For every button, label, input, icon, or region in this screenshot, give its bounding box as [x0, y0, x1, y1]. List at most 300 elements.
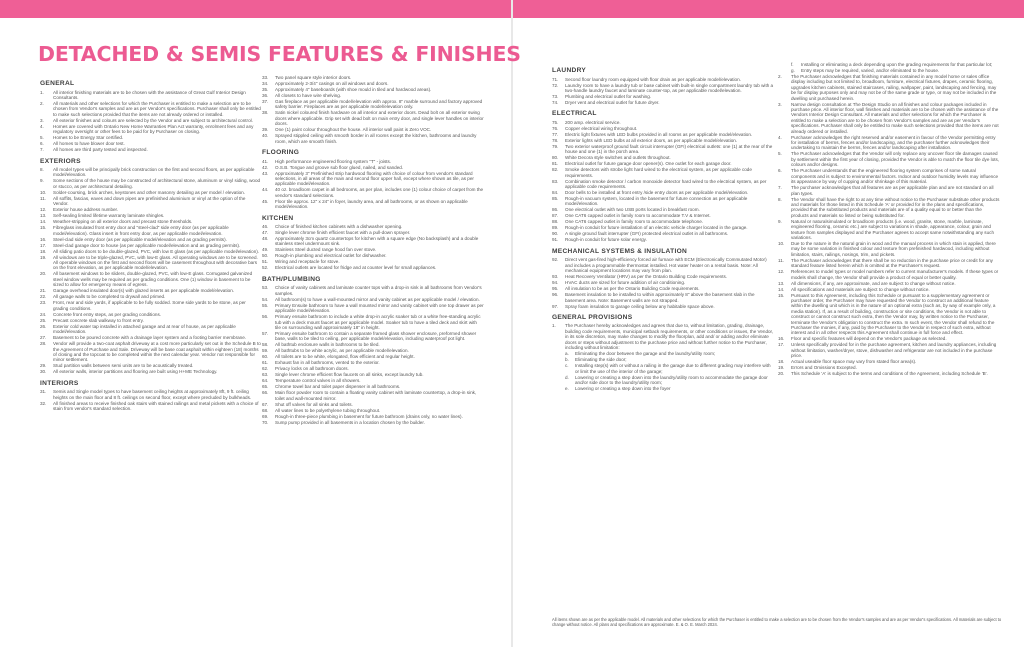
- item-text: This Schedule 'A' is subject to the terms and conditions of the Agreement, including Schedule 'B'.: [791, 371, 988, 377]
- item-text: Wiring and receptacle for stove.: [275, 259, 340, 265]
- item-number: 67.: [262, 401, 269, 407]
- list-item: [40, 294, 262, 299]
- item-number: 25.: [40, 317, 47, 323]
- list-item: [552, 225, 774, 230]
- item-number: 51.: [262, 259, 269, 265]
- item-text: Dryer vent and electrical outlet for future dryer.: [565, 99, 660, 105]
- list-item: [552, 167, 774, 178]
- list-item: [40, 135, 262, 140]
- list-item: [552, 179, 774, 190]
- item-text: Approximately 2-3/4" casings on all windows and doors.: [275, 81, 389, 86]
- item-number: g.: [791, 68, 795, 73]
- item-number: 4.: [778, 134, 782, 140]
- sub-list-item: [565, 357, 774, 362]
- item-number: 2.: [778, 74, 782, 79]
- item-number: 36.: [262, 93, 269, 98]
- section-heading: MECHANICAL SYSTEMS & INSULATION: [552, 247, 688, 255]
- item-text: All exterior finishes and colours are selected by the Vendor and are subject to architectural control.: [53, 117, 253, 123]
- item-number: 79.: [552, 143, 559, 149]
- list-item: [552, 83, 774, 94]
- item-number: 97.: [552, 303, 559, 309]
- item-text: Sump pump provided in all basements in a location chosen by the builder.: [275, 419, 425, 425]
- item-number: 47.: [262, 230, 269, 236]
- item-text: Plumbing and electrical outlet for washing.: [565, 93, 652, 99]
- item-number: 82.: [552, 167, 559, 173]
- item-number: 94.: [552, 280, 559, 286]
- item-text: Two exterior waterproof ground fault circuit interrupter (GFI) electrical outlets: one (1) at the rear of the house and one (1) in the porch area.: [565, 143, 773, 155]
- item-number: 53.: [262, 285, 269, 291]
- item-text: Combination smoke detector / carbon monoxide detector hard wired to the electrical system, as per applicable code requirements.: [565, 178, 767, 190]
- item-number: 83.: [552, 178, 559, 184]
- list-item: [40, 207, 262, 212]
- sub-list-item: [565, 351, 774, 356]
- item-number: 11.: [40, 195, 47, 201]
- item-text: Self-sealing limited lifetime warranty laminate shingles.: [53, 213, 165, 219]
- section-heading: BATH/PLUMBING: [262, 275, 321, 283]
- item-number: 77.: [552, 131, 559, 137]
- sub-list-item: [791, 68, 1000, 73]
- list-item: [778, 359, 1000, 364]
- item-number: 70.: [262, 419, 269, 425]
- list-item: [552, 161, 774, 166]
- list-item: [778, 371, 1000, 376]
- list-item: [552, 292, 774, 303]
- item-number: 57.: [262, 331, 269, 336]
- item-number: 15.: [778, 292, 785, 298]
- item-text: Precast concrete slab walkway to front entry.: [53, 317, 144, 323]
- item-text: One CAT6 capped outlet in family room to accommodate telephone.: [565, 219, 704, 225]
- item-text: All homes to have blower door test.: [53, 141, 125, 147]
- item-text: The purchaser acknowledges that all features are as per applicable plan and are not standard on all plan types.: [791, 185, 994, 196]
- item-text: The Purchaser acknowledges that there shall be no reduction in the purchase price or credit for any standard feature listed herein which is omitted at the Purchaser's request.: [791, 257, 993, 269]
- item-number: 66.: [262, 390, 269, 396]
- item-text: Choice of finished kitchen cabinets with a dishwasher opening.: [275, 224, 403, 230]
- item-number: 61.: [262, 360, 269, 366]
- item-number: 89.: [552, 225, 559, 231]
- item-number: 63.: [262, 372, 269, 378]
- list-item: [262, 253, 484, 258]
- item-letter: a.: [565, 351, 569, 357]
- item-number: 13.: [778, 280, 785, 286]
- list-item: [552, 120, 774, 125]
- sub-list-item: [565, 375, 774, 386]
- item-text: All specifications and materials are subject to change without notice.: [791, 286, 930, 292]
- list-item: [262, 230, 484, 235]
- item-number: 38.: [262, 110, 269, 116]
- list-item: [552, 237, 774, 242]
- item-number: 76.: [552, 125, 559, 131]
- item-text: Two panel square style interior doors.: [275, 75, 352, 80]
- list-item: [552, 132, 774, 137]
- item-text: Lowering or creating a step down into the laundry/utility room to accommodate the garage door and/or side door to the laundry/utility room;: [575, 374, 768, 385]
- list-item: [552, 257, 774, 273]
- item-text: Due to the nature in the natural grain in wood and the manual process in which stain is applied, there may be some variation in finished colour and texture from prefinished hardwood, including without limitation, stairs, railings, nosings, trim, and pickets.: [791, 240, 996, 257]
- item-text: Natural or naturalsimulated or broadloom products (i.e. wood, granite, stone, marble, laminate, engineered flooring, ceramic etc.) are subject to variations in shade, appearance, colour, grain and texture from samples displayed and the Purchaser agrees to accept same notwithstanding any such variations.: [791, 218, 995, 240]
- item-text: All basement windows to be sliders, double-glazed, PVC, with low-E glass. Corrugated galvanized steel window wells may be required as per grading conditions. One (1) window in basement to be sized to allow for emergency means of egress.: [53, 271, 253, 288]
- list-item: [40, 101, 262, 117]
- item-text: Installing step(s) with or without a railing in the garage due to different grading may interfere with or limit the use of the interior of the garage;: [575, 363, 771, 374]
- item-number: 10.: [778, 240, 785, 246]
- list-item: [552, 219, 774, 224]
- item-number: 3.: [40, 117, 44, 123]
- list-item: [262, 165, 484, 170]
- item-number: 90.: [552, 231, 559, 237]
- list-item: [552, 304, 774, 309]
- item-text: The Purchaser understands that the engineered flooring system comprises of some natural components and is subject to environmental factors. Indoor and outdoor humidity levels may influence its appearance by way of cupping and/or shrinkage of this material.: [791, 168, 999, 185]
- item-letter: d.: [565, 374, 569, 380]
- list-item: [552, 100, 774, 105]
- item-text: Exterior lights with LED bulbs at all exterior doors, as per applicable model/elevation.: [565, 137, 738, 143]
- item-number: 9.: [778, 218, 782, 224]
- section-heading: KITCHEN: [262, 214, 294, 222]
- item-text: Smoke detectors with strobe light hard wired to the electrical system, as per applicable code requirements.: [565, 167, 752, 178]
- item-text: All closets to have wire shelving.: [275, 93, 342, 98]
- list-item: [778, 151, 1000, 167]
- item-number: 91.: [552, 237, 559, 243]
- list-item: [40, 225, 262, 236]
- list-item: [262, 285, 484, 296]
- item-text: All water lines to be polyethylene tubing throughout.: [275, 407, 381, 413]
- item-text: All interior finishing materials are to be chosen with the assistance of Great Gulf Interior Design Consultants.: [53, 89, 246, 100]
- item-number: 8.: [40, 167, 44, 173]
- item-text: Heat Recovery Ventilator (HRV) as per the Ontario Building Code requirements.: [565, 274, 728, 280]
- list-item: [262, 408, 484, 413]
- item-text: Satin nickel coloured finish hardware on all interior and exterior doors. Dead bolt on all exterior swing doors where applicable. Grip set with dead bolt on main entry door, and single lever handles on interior doors.: [275, 110, 484, 127]
- item-text: Stud partition walls between semi units are to be acoustically treated.: [53, 363, 194, 369]
- list-item: [40, 124, 262, 135]
- section-heading: LAUNDRY: [552, 67, 587, 74]
- item-text: Rough-in plumbing and electrical outlet for dishwasher.: [275, 253, 387, 259]
- item-text: Approximately 3" Prefinished strip hardwood flooring with choice of colour from vendor's standard selections, in all areas of the main and second floor upper hall, except where shown as tile, as per applicable model/elevation.: [275, 170, 474, 187]
- item-number: 95.: [552, 286, 559, 292]
- item-text: All bathtub enclosure walls in bathrooms to be tiled.: [275, 342, 380, 348]
- section: [552, 314, 774, 391]
- item-number: 7.: [778, 185, 782, 191]
- list-item: [552, 213, 774, 218]
- list-item: [40, 369, 262, 374]
- list-item: [262, 187, 484, 198]
- item-number: 17.: [778, 342, 785, 348]
- list-item: [778, 241, 1000, 257]
- list-item: [40, 213, 262, 218]
- section: [262, 149, 484, 210]
- item-number: 65.: [262, 384, 269, 390]
- list-item: [262, 75, 484, 80]
- item-text: References to model types or model numbers refer to current manufacturer's models. If these types or models shall change, the Vendor shall provide a product of equal or better quality.: [791, 269, 999, 280]
- item-text: All windows are to be triple-glazed, PVC, with low-E glass. All operating windows are to be screened. All operable windows on the first and second floors will be casement throughout with decorative bars on the front elevation, as per applicable model/elevation.: [53, 254, 258, 271]
- item-text: Installing or eliminating a deck depending upon the grading requirements for that particular lot;: [801, 62, 993, 67]
- item-number: 20.: [40, 271, 47, 277]
- list-item: [262, 87, 484, 92]
- list-item: [552, 280, 774, 285]
- item-number: 42.: [262, 164, 269, 170]
- item-text: Lowering or creating a step down into the foyer: [575, 385, 671, 391]
- list-item: [262, 378, 484, 383]
- item-number: 41.: [262, 158, 269, 164]
- item-text: Main floor powder room to contain a floating vanity cabinet with laminate countertop, a drop-in sink, toilet and wall-mounted mirror.: [275, 390, 477, 401]
- list-item: [262, 402, 484, 407]
- item-text: Basement insulation to be installed to within approximately 8" above the basement slab in the basement area. Note: Basement walls are not strapped.: [565, 292, 755, 303]
- item-text: Primary ensuite bathroom to contain a separate framed glass shower enclosure, preformed shower base, walls to be tiled to ceiling, per applicable model/elevation, including waterproof pot light.: [275, 331, 477, 342]
- item-text: Eliminating the door between the garage and the laundry/utility room;: [575, 351, 716, 357]
- item-text: All garage walls to be completed to drywall and primed.: [53, 294, 166, 300]
- list-item: [552, 231, 774, 236]
- list-item: [40, 335, 262, 340]
- list-item: [778, 135, 1000, 151]
- list-item: [40, 237, 262, 242]
- item-text: HVAC ducts are sized for future addition of air conditioning.: [565, 280, 686, 286]
- item-number: 37.: [262, 99, 269, 104]
- item-number: f.: [791, 62, 794, 67]
- item-text: Chrome towel bar and toilet paper dispenser in all bathrooms.: [275, 384, 401, 390]
- item-text: Unless specifically provided for in the purchase agreement, kitchen and laundry appliances, including without limitation, washer/dryer, stove, dishwasher and refrigerator are not included in the purchase price.: [791, 342, 997, 359]
- item-text: Sprayed stippled ceiling with smooth border in all rooms except the kitchen, bathrooms and laundry room, which are smooth finish.: [275, 133, 477, 144]
- column-1: [40, 75, 262, 412]
- item-text: Entry steps may be required, varied, and/or eliminated to the house.: [801, 68, 940, 73]
- item-text: Purchaser acknowledges the right reserved and/or easement in favour of the Vendor permitting entry for installation of berms, fences and/or landscaping, and the purchaser further acknowledges their undertaking to maintain the berms, fences and/or landscaping after installation.: [791, 134, 996, 151]
- item-text: 200 amp. electrical service.: [565, 119, 621, 125]
- list-item: [262, 420, 484, 425]
- item-number: 15.: [40, 225, 47, 231]
- list-item: [778, 102, 1000, 134]
- list-item: [40, 249, 262, 254]
- item-number: 52.: [262, 265, 269, 271]
- item-text: One CAT6 capped outlet in family room to accommodate T.V & Internet.: [565, 213, 711, 219]
- item-number: 64.: [262, 378, 269, 384]
- list-item: [778, 74, 1000, 101]
- list-item: [262, 303, 484, 314]
- item-number: 11.: [778, 257, 785, 263]
- item-number: 18.: [40, 248, 47, 254]
- list-item: [40, 312, 262, 317]
- item-text: Privacy locks on all bathroom doors.: [275, 366, 349, 372]
- item-number: 18.: [778, 359, 785, 365]
- item-number: 39.: [262, 127, 269, 133]
- item-text: Semis and Single model types to have basement ceiling heights at approximately 8ft, 9 ft. ceiling heights on the main floor and 8 ft. ceilings on second floor, except where precluded by bulkheads.: [53, 389, 252, 400]
- item-number: 45.: [262, 198, 269, 204]
- item-text: Homes are covered with Ontario New Home Warranties Plan Act warranty, enrolment fees and any regulatory oversight or other fees to be paid for by Purchaser on closing.: [53, 123, 254, 135]
- item-text: Fibreglass insulated front entry door and "steel-clad" side entry door (as per applicable model/elevation). Glass insert in front entry door, as per applicable model/elevation.: [53, 225, 229, 236]
- section-heading: FLOORING: [262, 149, 300, 157]
- list-item: [262, 384, 484, 389]
- list-item: [40, 271, 262, 287]
- list-item: [40, 401, 262, 412]
- item-number: 33.: [262, 75, 269, 80]
- list-item: [262, 110, 484, 126]
- item-letter: c.: [565, 363, 569, 369]
- list-item: [262, 224, 484, 229]
- item-text: Errors and Omissions Excepted.: [791, 365, 857, 371]
- section: [778, 62, 1000, 377]
- item-text: Weather-stripping on all exterior doors and precast stone thresholds.: [53, 219, 193, 225]
- item-text: All bathroom(s) to have a wall-mounted mirror and vanity cabinet as per applicable model / elevation.: [275, 296, 480, 302]
- item-text: Eliminating the side door;: [575, 357, 627, 363]
- item-number: 27.: [40, 335, 47, 341]
- item-text: All toilets are to be white, elongated, flow efficient and regular height.: [275, 354, 415, 360]
- item-number: 81.: [552, 161, 559, 167]
- item-number: 50.: [262, 253, 269, 259]
- item-text: All finished areas to receive finished oak stairs with stained railings and metal pickets with a choice of stain from vendor's standard selection.: [53, 400, 259, 412]
- section: [40, 158, 262, 375]
- item-text: The Vendor shall have the right to at any time without notice to the Purchaser substitute other products and materials for those listed in this Schedule 'A' or provided for in the plans and specifications, provided that the substituted products and materials are of a quality equal to or better than the products and materials so listed or being substituted for.: [791, 196, 1000, 218]
- list-item: [40, 318, 262, 323]
- item-number: 71.: [552, 76, 559, 82]
- item-text: Actual useable floor space may vary from stated floor area(s).: [791, 359, 917, 365]
- list-item: [40, 190, 262, 195]
- list-item: [40, 118, 262, 123]
- item-text: Pursuant to this Agreement, including this Schedule or pursuant to a supplementary agreement or purchaser order, the Purchaser may have requested the Vendor to construct an additional feature within the dwelling unit which is in the nature of an optional extra (such as, by way of example only, a media station). If, as a result of building, construction or site conditions, the Vendor is not able to construct or cannot construct such extra, then the Vendor may, by written notice to the Purchaser, terminate the Vendor's obligation to construct the extra. In such event, the Vendor shall refund to the Purchaser the monies, if any, paid by the Purchaser to the Vendor in respect of such extra, without interest and in all other respects this Agreement shall continue in full force and effect.: [791, 292, 996, 336]
- item-text: Concrete front entry steps, as per grading conditions.: [53, 311, 162, 317]
- column-2: [262, 75, 484, 426]
- list-item: [40, 324, 262, 335]
- list-item: [778, 258, 1000, 269]
- item-text: Second floor laundry room equipped with floor drain as per applicable model/elevation.: [565, 76, 741, 82]
- item-text: Floor tile approx. 12" x 24" in foyer, laundry area, and all bathrooms, or as shown on applicable model/elevation.: [275, 198, 468, 210]
- list-item: [262, 247, 484, 252]
- list-item: [262, 265, 484, 270]
- item-text: Exhaust fan in all bathrooms, vented to the exterior.: [275, 360, 380, 366]
- item-number: 86.: [552, 207, 559, 213]
- list-item: [262, 342, 484, 347]
- item-number: 6.: [778, 168, 782, 174]
- list-item: [262, 127, 484, 132]
- list-item: [40, 196, 262, 207]
- list-item: [40, 243, 262, 248]
- item-number: 68.: [262, 407, 269, 413]
- list-item: [262, 331, 484, 342]
- item-number: 55.: [262, 302, 269, 308]
- list-item: [262, 297, 484, 302]
- list-item: [552, 190, 774, 195]
- item-number: 72.: [552, 82, 559, 88]
- item-number: 4.: [40, 123, 44, 129]
- item-text: The Purchaser acknowledges that finishing materials contained in any model home or sales office display including but not limited to, broadloom, furniture, electrical fixtures, drapes, ceramic flooring, upgrades kitchen cabinets, stained staircases, railing, wallpaper, paint, landscaping and fencing, may be for display purposes only and may not be of the same grade or type, or may not be included in the dwelling unit purchased herein.: [791, 74, 997, 101]
- list-item: [552, 144, 774, 155]
- section-heading: INTERIORS: [40, 379, 79, 387]
- list-item: [552, 207, 774, 212]
- list-item: [552, 94, 774, 99]
- section-heading: ELECTRICAL: [552, 110, 597, 118]
- item-number: 5.: [778, 151, 782, 157]
- list-item: [552, 155, 774, 160]
- item-text: Floor and specific features will depend on the Vendor's package as selected.: [791, 336, 947, 342]
- item-number: 84.: [552, 190, 559, 196]
- list-item: [552, 138, 774, 143]
- item-text: Temperature control valves in all showers.: [275, 378, 361, 384]
- item-number: 7.: [40, 147, 44, 153]
- item-text: Copper electrical wiring throughout.: [565, 125, 638, 131]
- column-3: [552, 62, 774, 392]
- list-item: [778, 168, 1000, 184]
- item-number: 19.: [40, 254, 47, 260]
- item-text: All exterior walls, interior partitions and flooring are built using H+ME Technology.: [53, 369, 218, 375]
- item-text: All soffits, fascias, eaves and down pipes are prefinished aluminium or vinyl at the option of the Vendor.: [53, 195, 246, 207]
- page-fold: [511, 0, 513, 647]
- list-item: [262, 171, 484, 187]
- item-text: Exterior cold water tap installed in attached garage and at rear of house, as per applicable model/elevation.: [53, 323, 236, 335]
- item-number: 92.: [552, 257, 559, 263]
- list-item: [262, 348, 484, 353]
- item-text: White Decora style switches and outlets throughout.: [565, 155, 671, 161]
- item-text: Single lever chrome finish efficient faucet with a pull-down sprayer.: [275, 230, 411, 236]
- item-number: 73.: [552, 93, 559, 99]
- item-text: One (1) paint colour throughout the house. All interior wall paint is Zero VOC.: [275, 127, 432, 133]
- list-item: [552, 126, 774, 131]
- section: [262, 276, 484, 425]
- item-text: Laundry room to have a laundry tub or base cabinet with built-in single compartment laundry tub with a two-handle laundry faucet and laminate counter-top, as per applicable model/elevation.: [565, 82, 774, 93]
- item-text: Stainless Steel ducted range hood fan over stove.: [275, 247, 377, 253]
- list-item: [778, 342, 1000, 358]
- item-number: 58.: [262, 342, 269, 348]
- item-text: Homes to be Energy Star certified.: [53, 135, 124, 141]
- list-item: [40, 341, 262, 363]
- item-text: Garage overhead insulated door(s) with glazed inserts as per applicable model/elevation.: [53, 288, 235, 294]
- list-item: [778, 269, 1000, 280]
- item-number: 23.: [40, 300, 47, 306]
- list-item: [40, 255, 262, 271]
- item-text: Electrical outlet for future garage door opener(s). One outlet for each garage door.: [565, 161, 732, 167]
- item-number: 59.: [262, 348, 269, 354]
- item-text: Door bells to be installed at front entry /side entry doors as per applicable model/elevation.: [565, 190, 749, 196]
- sub-list-item: [565, 363, 774, 374]
- item-text: 40 oz. broadloom carpet in all bedrooms, as per plan, includes one (1) colour choice of carpet from the vendor's standard selections.: [275, 187, 484, 198]
- item-text: The Purchaser hereby acknowledges and agrees that due to, without limitation, grading, drainage, building code requirements, municipal setback requirements, or other conditions or issues, the Vendor, in its sole discretion, may make changes to modify the floorplan, add and/ or adding and/or eliminate doors or steps without adjustment to the purchase price and without further notice to the Purchaser, including without limitation:: [565, 323, 774, 351]
- item-text: Shut off valves for all sinks and toilets.: [275, 401, 353, 407]
- list-item: [262, 259, 484, 264]
- section-heading: GENERAL PROVISIONS: [552, 313, 633, 321]
- item-number: 2.: [40, 100, 44, 106]
- list-item: [262, 99, 484, 110]
- item-number: 60.: [262, 354, 269, 360]
- item-text: High performance engineered flooring system "T" - joists.: [275, 158, 392, 164]
- item-number: 85.: [552, 196, 559, 202]
- item-text: O.S.B. Tongue and groove sub floor glued, nailed, and sanded.: [275, 164, 404, 170]
- item-letter: b.: [565, 357, 569, 363]
- item-text: Vendor will provide a two-coat asphalt driveway at a cost more particularly set out in the Schedule B to the Agreement of Purchase and Sale. Driveway will be base coat asphalt within eighteen (18) months of closing and the topcoat to be completed within the next calendar year. Vendor not responsible for minor settlement.: [53, 341, 261, 363]
- item-number: 26.: [40, 323, 47, 329]
- item-text: Rough-in conduit for future installation of an electric vehicle charger located in the garage.: [565, 225, 748, 231]
- list-item: [778, 197, 1000, 219]
- item-text: Choice of vanity cabinets and laminate counter tops with a drop-in sink in all bathrooms from Vendor's samples.: [275, 285, 482, 296]
- list-item: [40, 300, 262, 311]
- item-number: 6.: [40, 141, 44, 147]
- item-number: 22.: [40, 294, 47, 300]
- list-item: [40, 363, 262, 368]
- list-item: [778, 365, 1000, 370]
- item-number: 96.: [552, 292, 559, 298]
- section: [262, 75, 484, 144]
- item-number: 16.: [778, 336, 785, 342]
- item-number: 9.: [40, 178, 44, 184]
- list-item: [40, 141, 262, 146]
- item-number: 31.: [40, 389, 47, 395]
- item-number: 48.: [262, 236, 269, 242]
- item-number: 87.: [552, 213, 559, 219]
- list-item: [552, 323, 774, 350]
- section: [552, 248, 774, 309]
- list-item: [262, 354, 484, 359]
- item-text: All homes are third party tested and inspected.: [53, 147, 148, 153]
- item-text: All sliding patio doors to be double-glazed, PVC, with low E glass (as per applicable model/elevation).: [53, 248, 260, 254]
- sub-list-item: [791, 62, 1000, 67]
- item-text: Some sections of the house may be constructed of architectural stone, aluminum or vinyl siding, wood or stucco, as per architectural detailing.: [53, 178, 261, 189]
- item-number: 21.: [40, 288, 47, 294]
- list-item: [778, 293, 1000, 336]
- item-text: Primary Ensuite bathroom to have a wall mounted mirror and vanity cabinet with one top drawer as per applicable model/elevation.: [275, 302, 484, 314]
- item-number: 88.: [552, 219, 559, 225]
- item-text: Basement to be poured concrete with a drainage layer system and a footing barrier membrane.: [53, 335, 247, 341]
- item-text: Electrical outlets are located for fridge and at counter level for small appliances.: [275, 265, 437, 271]
